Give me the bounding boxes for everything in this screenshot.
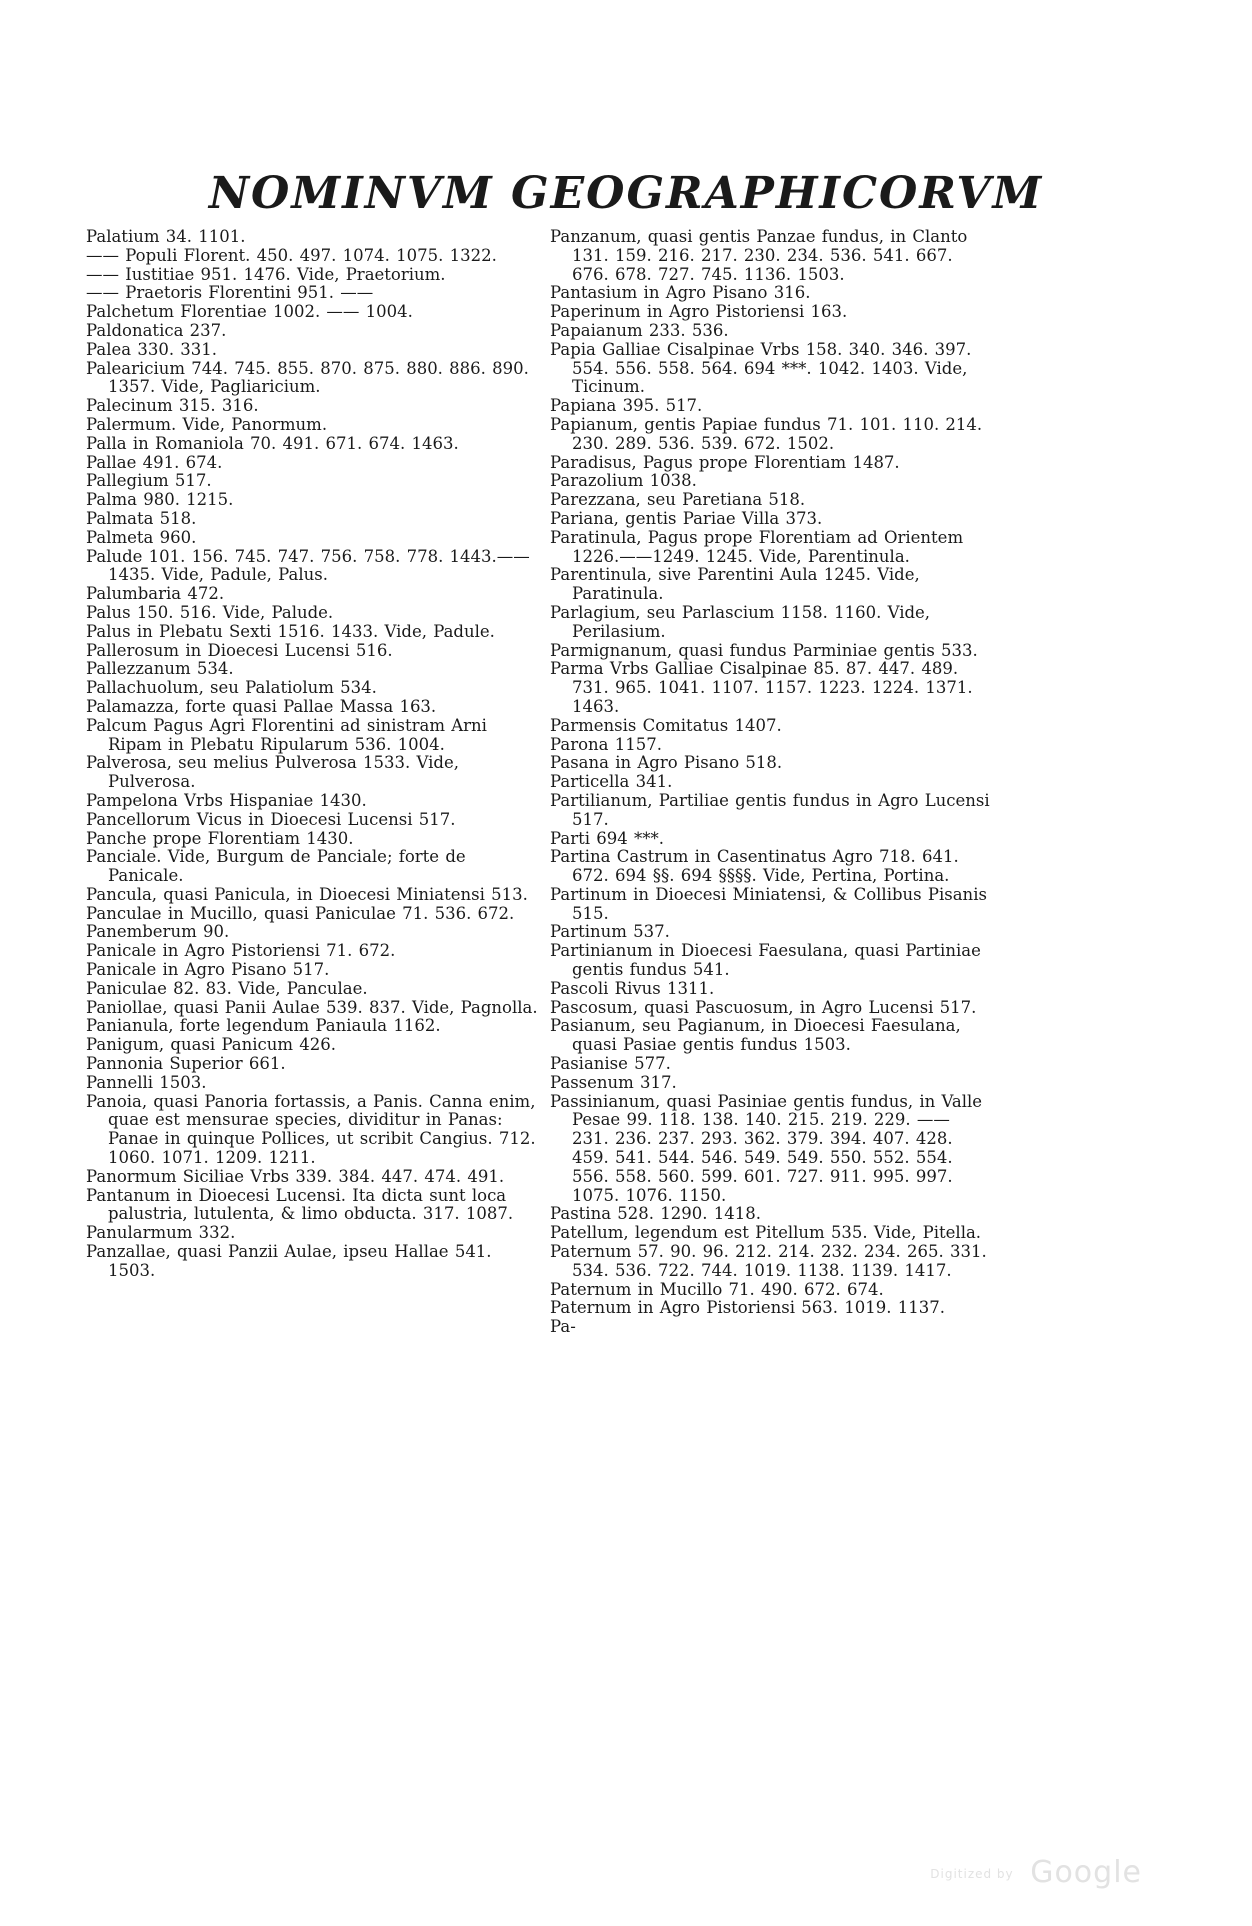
index-entry: Palatium 34. 1101. <box>86 227 246 246</box>
index-entry: Panularmum 332. <box>86 1223 236 1243</box>
index-entry: Parlagium, seu Parlascium 1158. 1160. Vide, Perilasium. <box>550 602 931 641</box>
index-entry: Paratinula, Pagus prope Florentiam ad Orientem 1226.——1249. 1245. Vide, Parentinula. <box>550 527 964 566</box>
index-entry: Pa- <box>550 1317 576 1337</box>
index-entry: Panormum Siciliae Vrbs 339. 384. 447. 474. 491. <box>86 1166 505 1186</box>
index-entry: Paternum in Mucillo 71. 490. 672. 674. <box>550 1279 884 1299</box>
index-entry: Palchetum Florentiae 1002. —— 1004. <box>86 302 413 322</box>
index-entry: Panemberum 90. <box>86 922 230 942</box>
index-entry: Pariana, gentis Pariae Villa 373. <box>550 508 823 528</box>
index-entry: Panicale in Agro Pisano 517. <box>86 960 330 980</box>
index-entry: Passinianum, quasi Pasiniae gentis fundus, in Valle Pesae 99. 118. 138. 140. 215. 219. 229. —— 231. 236. 237. 293. 362. 379. 394. 407. 428. 459. 541. 544. 546. 549. 549. 550. 552. 554. 556. 558. 560. 599. 601. 727. 911. 995. 997. 1075. 1076. 1150. <box>550 1091 983 1205</box>
index-entry: Passenum 317. <box>550 1072 677 1092</box>
index-entry: Pasianise 577. <box>550 1054 671 1074</box>
index-entry: Pannelli 1503. <box>86 1072 207 1092</box>
index-entry: Partilianum, Partiliae gentis fundus in Agro Lucensi 517. <box>550 790 990 829</box>
index-entry: Parmignanum, quasi fundus Parminiae gentis 533. <box>550 640 978 660</box>
index-entry: Pantanum in Dioecesi Lucensi. Ita dicta sunt loca palustria, lutulenta, & limo obducta. 317. 1087. <box>86 1185 514 1224</box>
watermark <box>930 1855 1142 1890</box>
index-entry: Panianula, forte legendum Paniaula 1162. <box>86 1016 441 1036</box>
index-entry: Parentinula, sive Parentini Aula 1245. Vide, Paratinula. <box>550 565 920 604</box>
index-entry: Paniollae, quasi Panii Aulae 539. 837. Vide, Pagnolla. <box>86 997 538 1017</box>
index-entry: Panicale in Agro Pistoriensi 71. 672. <box>86 941 396 961</box>
index-entry: Partina Castrum in Casentinatus Agro 718. 641. 672. 694 §§. 694 §§§§. Vide, Pertina, Portina. <box>550 847 959 886</box>
index-entry: Parmensis Comitatus 1407. <box>550 715 782 735</box>
index-entry: Palus 150. 516. Vide, Palude. <box>86 602 334 622</box>
index-entry: Pampelona Vrbs Hispaniae 1430. <box>86 790 367 810</box>
index-entry: Palma 980. 1215. <box>86 490 234 510</box>
index-entry: Panciale. Vide, Burgum de Panciale; forte de Panicale. <box>86 847 466 886</box>
index-entry: Pallachuolum, seu Palatiolum 534. <box>86 678 377 698</box>
index-entry: Panche prope Florentiam 1430. <box>86 828 354 848</box>
index-entry: Particella 341. <box>550 772 673 792</box>
index-entry: Papiana 395. 517. <box>550 396 703 416</box>
index-entry: Palla in Romaniola 70. 491. 671. 674. 1463. <box>86 433 459 453</box>
index-entry: Panzanum, quasi gentis Panzae fundus, in Clanto 131. 159. 216. 217. 230. 234. 536. 541. 667. 676. 678. 727. 745. 1136. 1503. <box>550 227 968 284</box>
index-entry: Parona 1157. <box>550 734 662 754</box>
index-entry: Palamazza, forte quasi Pallae Massa 163. <box>86 696 437 716</box>
index-entry: Papianum, gentis Papiae fundus 71. 101. 110. 214. 230. 289. 536. 539. 672. 1502. <box>550 414 983 453</box>
index-entry: Partinum in Dioecesi Miniatensi, & Collibus Pisanis 515. <box>550 884 987 923</box>
index-entry: Paternum 57. 90. 96. 212. 214. 232. 234. 265. 331. 534. 536. 722. 744. 1019. 1138. 1139. 1417. <box>550 1242 987 1280</box>
watermark-brand: Google <box>1030 1855 1142 1890</box>
index-entry: Pannonia Superior 661. <box>86 1054 286 1074</box>
index-entry: Palverosa, seu melius Pulverosa 1533. Vide, Pulverosa. <box>86 753 460 792</box>
index-entry: Parma Vrbs Galliae Cisalpinae 85. 87. 447. 489. 731. 965. 1041. 1107. 1157. 1223. 1224. 1371. 1463. <box>550 659 973 716</box>
index-entry: Paperinum in Agro Pistoriensi 163. <box>550 302 848 322</box>
index-entry: Papia Galliae Cisalpinae Vrbs 158. 340. 346. 397. 554. 556. 558. 564. 694 ***. 1042. 1403. Vide, Ticinum. <box>550 339 972 397</box>
index-entry: Pancula, quasi Panicula, in Dioecesi Miniatensi 513. <box>86 884 528 904</box>
index-entry: Palmeta 960. <box>86 527 197 547</box>
index-entry: Parezzana, seu Paretiana 518. <box>550 490 806 510</box>
index-entry: —— Populi Florent. 450. 497. 1074. 1075. 1322. <box>86 245 497 265</box>
index-entry: Pallegium 517. <box>86 471 212 491</box>
index-entry: Palermum. Vide, Panormum. <box>86 414 328 434</box>
index-entry: Paternum in Agro Pistoriensi 563. 1019. 1137. <box>550 1298 945 1318</box>
index-entry: Paldonatica 237. <box>86 320 227 340</box>
index-entry: Pasana in Agro Pisano 518. <box>550 753 783 773</box>
index-entry: Palcum Pagus Agri Florentini ad sinistram Arni Ripam in Plebatu Ripularum 536. 1004. <box>86 715 487 754</box>
index-entry: Paradisus, Pagus prope Florentiam 1487. <box>550 452 900 472</box>
index-entry: Palea 330. 331. <box>86 339 218 359</box>
index-entry: Pallerosum in Dioecesi Lucensi 516. <box>86 640 393 660</box>
index-entry: Palus in Plebatu Sexti 1516. 1433. Vide, Padule. <box>86 621 495 641</box>
index-entry: Palecinum 315. 316. <box>86 396 259 416</box>
index-entry: Panzallae, quasi Panzii Aulae, ipseu Hallae 541. 1503. <box>86 1242 492 1280</box>
index-entry: Parti 694 ***. <box>550 828 664 848</box>
watermark-prefix: Digitized by <box>930 1866 1014 1881</box>
index-entry: Panigum, quasi Panicum 426. <box>86 1035 337 1055</box>
index-entry: Pallezzanum 534. <box>86 659 234 679</box>
index-entry: Pascosum, quasi Pascuosum, in Agro Lucensi 517. <box>550 997 977 1017</box>
left-column <box>86 228 541 1281</box>
index-entry: Partinianum in Dioecesi Faesulana, quasi Partiniae gentis fundus 541. <box>550 941 981 980</box>
index-entry: Partinum 537. <box>550 922 670 942</box>
index-entry: Parazolium 1038. <box>550 471 697 491</box>
index-entry: Pascoli Rivus 1311. <box>550 978 715 998</box>
index-entry: Palmata 518. <box>86 508 197 528</box>
index-entry: Pancellorum Vicus in Dioecesi Lucensi 517. <box>86 809 456 829</box>
index-entry: Pastina 528. 1290. 1418. <box>550 1204 761 1224</box>
index-entry: Paniculae 82. 83. Vide, Panculae. <box>86 978 368 998</box>
index-entry: Panoia, quasi Panoria fortassis, a Panis. Canna enim, quae est mensurae species, dividitur in Panas: Panae in quinque Pollices, ut scribit Cangius. 712. 1060. 1071. 1209. 1211. <box>86 1091 536 1168</box>
index-entry: Papaianum 233. 536. <box>550 320 729 340</box>
index-entry: Palumbaria 472. <box>86 584 225 604</box>
index-entry: Palearicium 744. 745. 855. 870. 875. 880. 886. 890. 1357. Vide, Pagliaricium. <box>86 358 529 397</box>
index-entry: Palude 101. 156. 745. 747. 756. 758. 778. 1443.——1435. Vide, Padule, Palus. <box>86 546 530 585</box>
index-entry: Pallae 491. 674. <box>86 452 223 472</box>
index-entry: Pantasium in Agro Pisano 316. <box>550 283 811 303</box>
index-entry: Panculae in Mucillo, quasi Paniculae 71. 536. 672. <box>86 903 515 923</box>
index-entry: Patellum, legendum est Pitellum 535. Vide, Pitella. <box>550 1223 982 1243</box>
right-column <box>550 228 990 1337</box>
page-title: NOMINVM GEOGRAPHICORVM <box>208 168 1044 219</box>
index-entry: —— Praetoris Florentini 951. —— <box>86 283 374 303</box>
index-entry: Pasianum, seu Pagianum, in Dioecesi Faesulana, quasi Pasiae gentis fundus 1503. <box>550 1016 961 1055</box>
index-entry: —— Iustitiae 951. 1476. Vide, Praetorium. <box>86 264 446 284</box>
